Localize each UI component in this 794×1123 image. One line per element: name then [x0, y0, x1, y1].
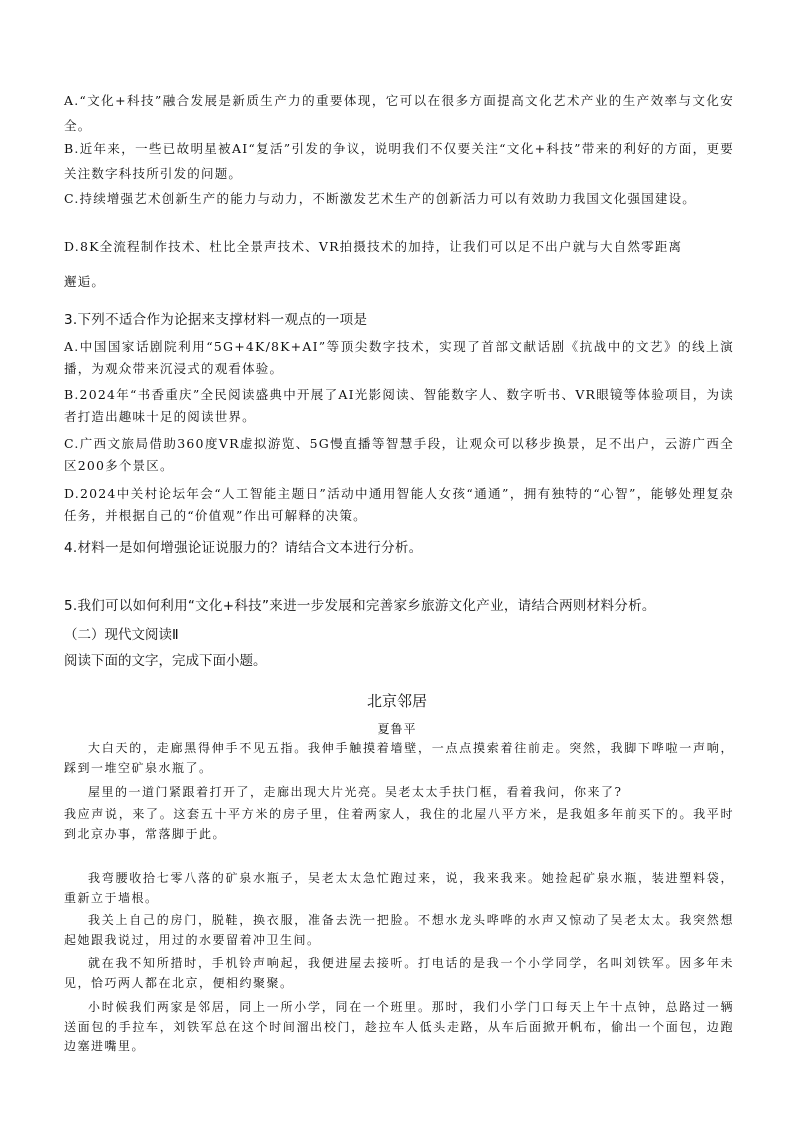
story-paragraph: 屋里的一道门紧跟着打开了，走廊出现大片光亮。吴老太太手扶门框，看着我问，你来了? — [88, 785, 623, 799]
section-title: （二）现代文阅读Ⅱ — [64, 627, 179, 643]
story-paragraph: 小时候我们两家是邻居，同上一所小学，同在一个班里。那时，我们小学门口每天上午十点钟，总路过一辆送面包的手拉车，刘铁军总在这个时间溜出校门，趁拉车人低头走路，从车后面掀开帆布，偷出一个面包，边跑边塞进嘴里。 — [64, 1000, 734, 1053]
story-paragraph: 大白天的，走廊黑得伸手不见五指。我伸手触摸着墙壁，一点点摸索着往前走。突然，我脚下哗啦一声响，踩到一堆空矿泉水瓶了。 — [64, 741, 734, 775]
q2-option-d-continued: 邂逅。 — [64, 274, 106, 289]
story-title: 北京邻居 — [366, 692, 427, 710]
question-4: 4.材料一是如何增强论证说服力的？请结合文本进行分析。 — [64, 540, 423, 556]
q3-option-b: B.2024年“书香重庆”全民阅读盛典中开展了AI光影阅读、智能数字人、数字听书、VR眼镜等体验项目，为读者打造出趣味十足的阅读世界。 — [64, 387, 734, 424]
story-paragraph: 我关上自己的房门，脱鞋，换衣服，准备去洗一把脸。不想水龙头哗哗的水声又惊动了吴老太太。我突然想起她跟我说过，用过的水要留着冲卫生间。 — [64, 913, 734, 947]
reading-instruction: 阅读下面的文字，完成下面小题。 — [64, 653, 267, 669]
question-5: 5.我们可以如何利用“文化+科技”来进一步发展和完善家乡旅游文化产业，请结合两则材料分析。 — [64, 598, 656, 614]
q2-option-d: D.8K全流程制作技术、杜比全景声技术、VR拍摄技术的加持，让我们可以足不出户就与大自然零距离 — [64, 239, 683, 254]
q2-option-c: C.持续增强艺术创新生产的能力与动力，不断激发艺术生产的创新活力可以有效助力我国文化强国建设。 — [64, 191, 696, 206]
q3-option-c: C.广西文旅局借助360度VR虚拟游览、5G慢直播等智慧手段，让观众可以移步换景，足不出户，云游广西全区200多个景区。 — [64, 436, 734, 473]
story-paragraph: 就在我不知所措时，手机铃声响起，我便进屋去接听。打电话的是我一个小学同学，名叫刘铁军。因多年未见，恰巧两人都在北京，便相约聚聚。 — [64, 956, 734, 990]
story-author: 夏鲁平 — [377, 722, 417, 736]
q2-option-b: B.近年来，一些已故明星被AI“复活”引发的争议，说明我们不仅要关注“文化+科技”带来的利好的方面，更要关注数字科技所引发的问题。 — [64, 141, 734, 181]
q3-option-d: D.2024中关村论坛年会“人工智能主题日”活动中通用智能人女孩“通通”，拥有独特的“心智”，能够处理复杂任务，并根据自己的“价值观”作出可解释的决策。 — [64, 486, 734, 523]
story-paragraph: 我应声说，来了。这套五十平方米的房子里，住着两家人，我住的北屋八平方米，是我姐多年前买下的。我平时到北京办事，常落脚于此。 — [64, 807, 734, 841]
q3-option-a: A.中国国家话剧院利用“5G+4K/8K+AI”等顶尖数字技术，实现了首部文献话剧《抗战中的文艺》的线上演播，为观众带来沉浸式的观看体验。 — [64, 339, 734, 376]
story-paragraph: 我弯腰收拾七零八落的矿泉水瓶子，吴老太太急忙跑过来，说，我来我来。她捡起矿泉水瓶，装进塑料袋，重新立于墙根。 — [64, 871, 734, 905]
question-3-stem: 3.下列不适合作为论据来支撑材料一观点的一项是 — [64, 312, 368, 328]
q2-option-a: A.“文化+科技”融合发展是新质生产力的重要体现，它可以在很多方面提高文化艺术产业的生产效率与文化安全。 — [64, 93, 734, 133]
